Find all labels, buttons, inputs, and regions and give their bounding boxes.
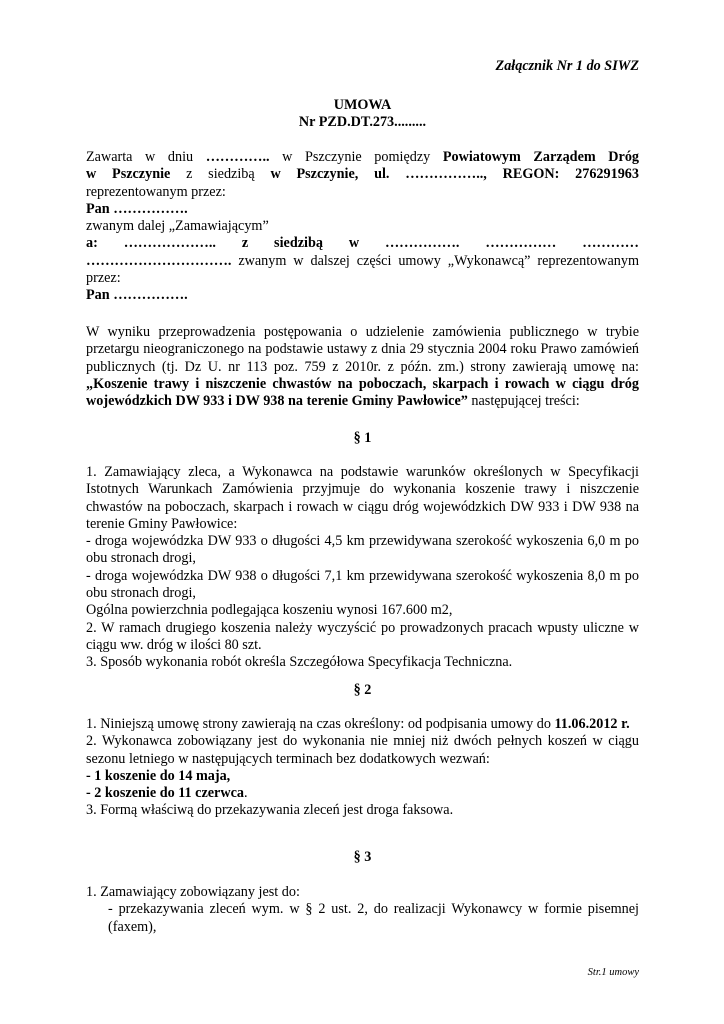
contract-title: UMOWA — [333, 97, 392, 113]
parties-line-9: Pan ……………. — [86, 287, 188, 304]
page-footer: Str.1 umowy — [587, 967, 639, 978]
section-1-body — [86, 464, 639, 672]
parties-line-3: reprezentowanym przez: — [86, 183, 226, 200]
section-2-heading: § 2 — [353, 682, 372, 698]
s1-paragraph-6: 3. Sposób wykonania robót określa Szczegółowa Specyfikacja Techniczna. — [86, 654, 513, 671]
s2-term-2: - 2 koszenie do 11 czerwca. — [86, 785, 248, 802]
section-1-heading: § 1 — [353, 430, 372, 446]
parties-line-8: przez: — [86, 270, 121, 287]
section-2-body — [86, 716, 639, 820]
contract-number: Nr PZD.DT.273......... — [298, 114, 427, 130]
s3-paragraph-1: 1. Zamawiający zobowiązany jest do: — [86, 884, 300, 900]
section-3-body — [86, 884, 639, 936]
parties-line-5: zwanym dalej „Zamawiającym” — [86, 218, 269, 235]
parties-line-2: w Pszczynie z siedzibą w Pszczynie, ul. …………….., REGON: 276291963 — [86, 166, 639, 183]
s2-term-1: - 1 koszenie do 14 maja, — [86, 767, 231, 784]
s1-paragraph-3: - droga wojewódzka DW 938 o długości 7,1 km przewidywana szerokość wykoszenia 8,0 m po obu stronach drogi, — [86, 567, 639, 602]
s2-paragraph-1: 1. Niniejszą umowę strony zawierają na czas określony: od podpisania umowy do 11.06.2012 r. — [86, 716, 630, 732]
parties-line-4: Pan ……………. — [86, 200, 188, 217]
s1-paragraph-5: 2. W ramach drugiego koszenia należy wyczyścić po prowadzonych pracach wpusty uliczne w ciągu ww. dróg w ilości 80 szt. — [86, 619, 639, 653]
annex-label: Załącznik Nr 1 do SIWZ — [495, 58, 639, 74]
s2-paragraph-2: 2. Wykonawca zobowiązany jest do wykonania nie mniej niż dwóch pełnych koszeń w ciągu sezonu letniego w następujących terminach bez dodatkowych wezwań: — [86, 733, 639, 767]
parties-line-7: …………………………. zwanym w dalszej części umowy „Wykonawcą” reprezentowanym — [86, 252, 639, 269]
parties-block — [86, 149, 639, 305]
section-3-heading: § 3 — [353, 849, 372, 865]
parties-line-6: a: ……………….. z siedzibą w ……………. …………… ………… — [86, 235, 639, 252]
s1-paragraph-1: 1. Zamawiający zleca, a Wykonawca na podstawie warunków określonych w Specyfikacji Istotnych Warunkach Zamówienia przyjmuje do wykonania koszenie trawy i niszczenie chwastów na poboczach, skarpach i rowach w ciągu dróg wojewódzkich DW 933 i DW 938 na terenie Gminy Pawłowice: — [86, 464, 639, 532]
s1-paragraph-2: - droga wojewódzka DW 933 o długości 4,5 km przewidywana szerokość wykoszenia 6,0 m po obu stronach drogi, — [86, 533, 639, 567]
parties-line-1: Zawarta w dniu ………….. w Pszczynie pomiędzy Powiatowym Zarządem Dróg — [86, 149, 639, 165]
s2-paragraph-3: 3. Formą właściwą do przekazywania zleceń jest droga faksowa. — [86, 802, 454, 819]
s1-paragraph-4: Ogólna powierzchnia podlegająca koszeniu wynosi 167.600 m2, — [86, 602, 453, 619]
intro-paragraph: W wyniku przeprowadzenia postępowania o udzielenie zamówienia publicznego w trybie przetargu nieograniczonego na podstawie ustawy z dnia 29 stycznia 2004 roku Prawo zamówień publicznych (tj. Dz U. nr 113 poz. 759 z 2010r. z późn. zm.) strony zawierają umowę na: „Koszenie trawy i niszczenie chwastów na poboczach, skarpach i rowach w ciągu dróg wojewódzkich DW 933 i DW 938 na terenie Gminy Pawłowice” następującej treści: — [86, 324, 639, 410]
s3-paragraph-2: - przekazywania zleceń wym. w § 2 ust. 2, do realizacji Wykonawcy w formie pisemnej (faxem), — [108, 901, 639, 935]
